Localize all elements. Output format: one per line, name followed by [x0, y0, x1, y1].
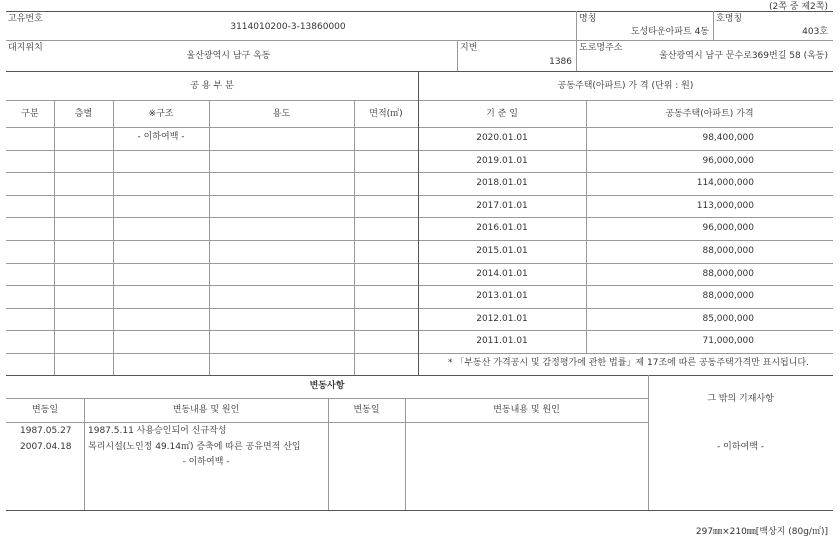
row-divider [6, 308, 833, 309]
changes-empty-note: - 이하여백 - [182, 457, 230, 467]
other-empty-note: - 이하여백 - [717, 442, 764, 452]
common-title: 공 용 부 분 [190, 81, 234, 91]
row-divider [6, 285, 833, 286]
road-label: 도로명주소 [579, 43, 623, 53]
common-header-structure: ※구조 [148, 109, 174, 119]
road-value: 울산광역시 남구 문수로369번길 58 (옥동) [659, 51, 828, 61]
lot-value: 1386 [549, 57, 572, 67]
changes-title: 변동사항 [309, 381, 345, 391]
price-note: * 「부동산 가격공시 및 감정평가에 관한 법률」제 17조에 따른 공동주택가격만 표시됩니다. [447, 358, 809, 368]
unique-no-value: 3114010200-3-13860000 [230, 22, 346, 32]
price-row-price: 96,000,000 [702, 155, 754, 166]
unit-label: 호명칭 [716, 14, 743, 24]
change-content-2: 복리시설(노인정 49.14㎡) 증축에 따른 공유면적 산입 [88, 442, 301, 452]
name-label: 명칭 [579, 14, 597, 24]
price-row-date: 2013.01.01 [476, 291, 528, 302]
common-header-division: 구분 [21, 109, 39, 119]
price-row-date: 2017.01.01 [476, 200, 528, 211]
price-row-date: 2012.01.01 [476, 313, 528, 324]
site-label: 대지위치 [8, 43, 43, 53]
changes-header-date-2: 변동일 [353, 405, 380, 415]
price-row-price: 98,400,000 [702, 133, 754, 143]
price-row-price: 88,000,000 [702, 291, 754, 302]
price-row-date: 2018.01.01 [476, 178, 528, 189]
row-divider [6, 353, 833, 354]
paper-spec: 297㎜×210㎜[백상지 (80g/㎡)] [695, 527, 828, 537]
price-header-date: 기 준 일 [486, 109, 518, 119]
common-header-area: 면적(㎡) [369, 109, 403, 119]
price-row-price: 88,000,000 [702, 246, 754, 256]
price-row-date: 2015.01.01 [476, 246, 528, 256]
price-row-price: 71,000,000 [702, 336, 754, 347]
row-divider [6, 195, 833, 196]
price-row-price: 88,000,000 [702, 268, 754, 279]
price-row-price: 114,000,000 [696, 178, 754, 189]
page-indicator: (2쪽 중 제2쪽) [769, 2, 828, 12]
change-date-1: 1987.05.27 [20, 426, 72, 436]
row-divider [6, 172, 833, 173]
price-row-price: 85,000,000 [702, 313, 754, 324]
other-title: 그 밖의 기재사항 [707, 394, 774, 404]
changes-header-date: 변동일 [31, 405, 59, 415]
price-title: 공동주택(아파트) 가 격 (단위 : 원) [557, 81, 694, 91]
row-divider [6, 330, 833, 331]
changes-header-content-2: 변동내용 및 원인 [493, 405, 560, 415]
price-row-date: 2016.01.01 [476, 223, 528, 234]
change-date-2: 2007.04.18 [20, 442, 72, 452]
price-row-date: 2019.01.01 [476, 155, 528, 166]
lot-label: 지번 [460, 43, 478, 53]
row-divider [6, 150, 833, 151]
price-row-date: 2011.01.01 [476, 336, 528, 347]
changes-header-content: 변동내용 및 원인 [172, 405, 240, 415]
price-row-price: 96,000,000 [702, 223, 754, 234]
common-header-floor: 층별 [74, 109, 93, 119]
price-row-date: 2014.01.01 [476, 268, 528, 279]
price-row-price: 113,000,000 [696, 200, 754, 211]
price-row-date: 2020.01.01 [476, 133, 528, 143]
common-empty-note: - 이하여백 - [137, 132, 185, 142]
row-divider [6, 217, 833, 218]
price-header-price: 공동주택(아파트) 가격 [665, 109, 754, 119]
row-divider [6, 240, 833, 241]
common-header-use: 용도 [272, 109, 291, 119]
change-content-1: 1987.5.11 사용승인되어 신규작성 [88, 426, 227, 436]
site-value: 울산광역시 남구 옥동 [186, 51, 271, 61]
row-divider [6, 263, 833, 264]
unique-no-label: 고유번호 [8, 14, 43, 24]
unit-value: 403호 [802, 27, 828, 37]
name-value: 도성타운아파트 4동 [630, 27, 709, 37]
